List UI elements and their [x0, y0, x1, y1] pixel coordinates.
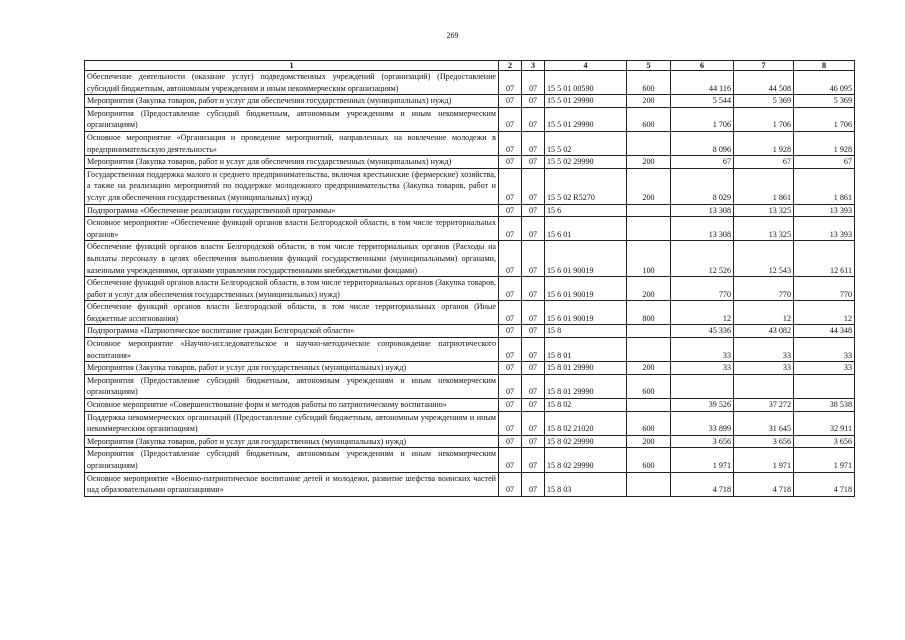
row-rz: 07 [499, 325, 522, 338]
row-rz: 07 [499, 71, 522, 95]
row-csr: 15 5 02 29990 [545, 156, 627, 169]
row-pr: 07 [522, 277, 545, 301]
row-value-3: 33 [794, 338, 855, 362]
row-name: Государственная поддержка малого и среднего предпринимательства, включая крестьянские (фермерские) хозяйства, а также на реализацию мероприятий по поддержке молодежного предпринимательства (Закупка товаров, работ и услуг для обеспечения государственных (муниципальных) нужд) [85, 168, 499, 204]
row-csr: 15 5 01 00590 [545, 71, 627, 95]
row-value-1: 1 971 [671, 448, 734, 472]
table-body [85, 71, 855, 497]
row-vr: 600 [627, 107, 671, 131]
table-row [85, 374, 855, 398]
table-row [85, 399, 855, 412]
row-value-1 [671, 374, 734, 398]
row-pr: 07 [522, 435, 545, 448]
table-row [85, 107, 855, 131]
row-csr: 15 5 01 29990 [545, 95, 627, 108]
row-value-2: 13 325 [734, 204, 794, 217]
row-csr: 15 5 02 [545, 131, 627, 155]
row-value-3: 13 393 [794, 217, 855, 241]
row-name: Основное мероприятие «Совершенствование форм и методов работы по патриотическому воспитанию» [85, 399, 499, 412]
row-rz: 07 [499, 362, 522, 375]
row-name: Основное мероприятие «Военно-патриотическое воспитание детей и молодежи, развитие шефства воинских частей над образовательными организациями» [85, 472, 499, 496]
row-pr: 07 [522, 156, 545, 169]
row-rz: 07 [499, 277, 522, 301]
row-value-3: 12 611 [794, 241, 855, 277]
row-rz: 07 [499, 217, 522, 241]
row-name: Мероприятия (Предоставление субсидий бюджетным, автономным учреждениям и иным некоммерческим организациям) [85, 448, 499, 472]
row-vr [627, 399, 671, 412]
row-pr: 07 [522, 362, 545, 375]
row-vr: 600 [627, 71, 671, 95]
row-csr: 15 6 01 [545, 217, 627, 241]
row-csr: 15 8 [545, 325, 627, 338]
row-value-2: 5 369 [734, 95, 794, 108]
header-col-4: 4 [545, 61, 627, 71]
row-name: Подпрограмма «Обеспечение реализации государственной программы» [85, 204, 499, 217]
row-value-3: 1 971 [794, 448, 855, 472]
row-value-2: 13 325 [734, 217, 794, 241]
table-row [85, 71, 855, 95]
row-name: Мероприятия (Закупка товаров, работ и услуг для государственных (муниципальных) нужд) [85, 435, 499, 448]
row-csr: 15 8 02 21020 [545, 411, 627, 435]
row-value-1: 770 [671, 277, 734, 301]
row-value-3: 5 369 [794, 95, 855, 108]
row-csr: 15 6 [545, 204, 627, 217]
row-value-3: 44 348 [794, 325, 855, 338]
row-value-1: 12 526 [671, 241, 734, 277]
row-value-3: 1 861 [794, 168, 855, 204]
row-value-2: 1 971 [734, 448, 794, 472]
row-pr: 07 [522, 411, 545, 435]
row-csr: 15 6 01 90019 [545, 277, 627, 301]
row-csr: 15 6 01 90019 [545, 241, 627, 277]
row-value-1: 45 336 [671, 325, 734, 338]
row-rz: 07 [499, 301, 522, 325]
row-csr: 15 8 01 29990 [545, 362, 627, 375]
row-rz: 07 [499, 338, 522, 362]
row-value-1: 33 899 [671, 411, 734, 435]
table-row [85, 325, 855, 338]
table-row [85, 472, 855, 496]
row-value-1: 12 [671, 301, 734, 325]
row-csr: 15 8 01 [545, 338, 627, 362]
header-col-1: 1 [85, 61, 499, 71]
table-row [85, 435, 855, 448]
row-value-1: 33 [671, 338, 734, 362]
row-rz: 07 [499, 411, 522, 435]
row-value-1: 3 656 [671, 435, 734, 448]
row-csr: 15 5 02 R5270 [545, 168, 627, 204]
row-vr [627, 325, 671, 338]
table-row [85, 156, 855, 169]
budget-table [84, 60, 855, 497]
row-value-2: 12 [734, 301, 794, 325]
row-value-3 [794, 374, 855, 398]
row-value-3: 1 706 [794, 107, 855, 131]
table-row [85, 131, 855, 155]
row-pr: 07 [522, 204, 545, 217]
row-pr: 07 [522, 374, 545, 398]
row-vr: 200 [627, 362, 671, 375]
row-pr: 07 [522, 325, 545, 338]
row-value-2: 37 272 [734, 399, 794, 412]
row-vr [627, 338, 671, 362]
row-name: Обеспечение функций органов власти Белгородской области, в том числе территориальных органов (Расходы на выплаты персоналу в целях обеспечения выполнения функций государственными (муниципальными) органами, казенными учреждениями, органами управления государственными внебюджетными фондами) [85, 241, 499, 277]
row-vr: 200 [627, 277, 671, 301]
row-value-1: 8 029 [671, 168, 734, 204]
row-name: Основное мероприятие «Обеспечение функций органов власти Белгородской области, в том числе территориальных органов» [85, 217, 499, 241]
row-name: Обеспечение функций органов власти Белгородской области, в том числе территориальных органов (Иные бюджетные ассигнования) [85, 301, 499, 325]
header-col-5: 5 [627, 61, 671, 71]
row-csr: 15 5 01 29990 [545, 107, 627, 131]
row-value-2: 43 082 [734, 325, 794, 338]
row-csr: 15 6 01 90019 [545, 301, 627, 325]
row-value-3: 12 [794, 301, 855, 325]
row-csr: 15 8 03 [545, 472, 627, 496]
row-vr [627, 472, 671, 496]
row-value-3: 32 911 [794, 411, 855, 435]
row-pr: 07 [522, 399, 545, 412]
row-csr: 15 8 02 29990 [545, 435, 627, 448]
row-value-1: 1 706 [671, 107, 734, 131]
row-value-1: 5 544 [671, 95, 734, 108]
page-number: 269 [446, 31, 459, 40]
row-value-2: 44 508 [734, 71, 794, 95]
row-csr: 15 8 01 29990 [545, 374, 627, 398]
row-value-2 [734, 374, 794, 398]
table-row [85, 411, 855, 435]
row-vr: 800 [627, 301, 671, 325]
row-pr: 07 [522, 217, 545, 241]
row-name: Поддержка некоммерческих организаций (Предоставление субсидий бюджетным, автономным учреждениям и иным некоммерческим организациям) [85, 411, 499, 435]
table-row [85, 338, 855, 362]
row-pr: 07 [522, 95, 545, 108]
header-col-3: 3 [522, 61, 545, 71]
row-value-2: 1 861 [734, 168, 794, 204]
row-value-1: 4 718 [671, 472, 734, 496]
row-value-3: 4 718 [794, 472, 855, 496]
header-col-6: 6 [671, 61, 734, 71]
table-row [85, 241, 855, 277]
row-name: Мероприятия (Закупка товаров, работ и услуг для государственных (муниципальных) нужд) [85, 362, 499, 375]
row-pr: 07 [522, 472, 545, 496]
table-row [85, 95, 855, 108]
row-value-1: 44 116 [671, 71, 734, 95]
row-pr: 07 [522, 131, 545, 155]
row-vr: 600 [627, 374, 671, 398]
row-rz: 07 [499, 472, 522, 496]
row-value-1: 13 308 [671, 217, 734, 241]
row-rz: 07 [499, 241, 522, 277]
row-vr: 200 [627, 95, 671, 108]
row-pr: 07 [522, 448, 545, 472]
row-pr: 07 [522, 71, 545, 95]
table-row [85, 362, 855, 375]
row-rz: 07 [499, 399, 522, 412]
row-rz: 07 [499, 131, 522, 155]
row-pr: 07 [522, 241, 545, 277]
table-row [85, 217, 855, 241]
row-value-1: 13 308 [671, 204, 734, 217]
row-vr [627, 131, 671, 155]
row-value-2: 770 [734, 277, 794, 301]
row-value-3: 33 [794, 362, 855, 375]
row-rz: 07 [499, 107, 522, 131]
table-row [85, 168, 855, 204]
row-value-3: 3 656 [794, 435, 855, 448]
row-value-2: 67 [734, 156, 794, 169]
row-pr: 07 [522, 301, 545, 325]
row-name: Основное мероприятие «Научно-исследовательское и научно-методическое сопровождение патриотического воспитания» [85, 338, 499, 362]
row-rz: 07 [499, 95, 522, 108]
table-row [85, 277, 855, 301]
row-name: Мероприятия (Предоставление субсидий бюджетным, автономным учреждениям и иным некоммерческим организациям) [85, 374, 499, 398]
row-value-2: 33 [734, 338, 794, 362]
row-name: Подпрограмма «Патриотическое воспитание граждан Белгородской области» [85, 325, 499, 338]
header-col-8: 8 [794, 61, 855, 71]
row-value-3: 13 393 [794, 204, 855, 217]
row-value-1: 39 526 [671, 399, 734, 412]
row-name: Мероприятия (Закупка товаров, работ и услуг для обеспечения государственных (муниципальных) нужд) [85, 95, 499, 108]
header-row [85, 61, 855, 71]
row-csr: 15 8 02 [545, 399, 627, 412]
row-name: Мероприятия (Предоставление субсидий бюджетным, автономным учреждениям и иным некоммерческим организациям) [85, 107, 499, 131]
row-value-2: 1 928 [734, 131, 794, 155]
table-row [85, 448, 855, 472]
row-vr: 200 [627, 168, 671, 204]
row-value-3: 67 [794, 156, 855, 169]
row-rz: 07 [499, 374, 522, 398]
row-pr: 07 [522, 107, 545, 131]
row-pr: 07 [522, 168, 545, 204]
row-value-2: 3 656 [734, 435, 794, 448]
row-rz: 07 [499, 204, 522, 217]
row-rz: 07 [499, 435, 522, 448]
row-value-3: 770 [794, 277, 855, 301]
row-csr: 15 8 02 29990 [545, 448, 627, 472]
row-vr: 200 [627, 435, 671, 448]
header-col-7: 7 [734, 61, 794, 71]
row-rz: 07 [499, 448, 522, 472]
row-name: Мероприятия (Закупка товаров, работ и услуг для обеспечения государственных (муниципальных) нужд) [85, 156, 499, 169]
row-vr: 600 [627, 448, 671, 472]
row-value-2: 33 [734, 362, 794, 375]
row-value-1: 67 [671, 156, 734, 169]
row-rz: 07 [499, 156, 522, 169]
row-vr: 600 [627, 411, 671, 435]
row-name: Обеспечение функций органов власти Белгородской области, в том числе территориальных органов (Закупка товаров, работ и услуг для обеспечения государственных (муниципальных) нужд) [85, 277, 499, 301]
row-value-2: 31 645 [734, 411, 794, 435]
row-vr: 100 [627, 241, 671, 277]
row-value-1: 8 096 [671, 131, 734, 155]
row-name: Обеспечение деятельности (оказание услуг) подведомственных учреждений (организаций) (Предоставление субсидий бюджетным, автономным учреждениям и иным некоммерческим организациям) [85, 71, 499, 95]
row-vr [627, 204, 671, 217]
row-value-3: 1 928 [794, 131, 855, 155]
row-value-1: 33 [671, 362, 734, 375]
row-value-3: 46 095 [794, 71, 855, 95]
table-row [85, 301, 855, 325]
row-value-2: 12 543 [734, 241, 794, 277]
row-name: Основное мероприятие «Организация и проведение мероприятий, направленных на вовлечение молодежи в предпринимательскую деятельность» [85, 131, 499, 155]
table-row [85, 204, 855, 217]
row-vr: 200 [627, 156, 671, 169]
row-value-3: 38 538 [794, 399, 855, 412]
row-rz: 07 [499, 168, 522, 204]
row-vr [627, 217, 671, 241]
row-value-2: 4 718 [734, 472, 794, 496]
row-value-2: 1 706 [734, 107, 794, 131]
row-pr: 07 [522, 338, 545, 362]
header-col-2: 2 [499, 61, 522, 71]
